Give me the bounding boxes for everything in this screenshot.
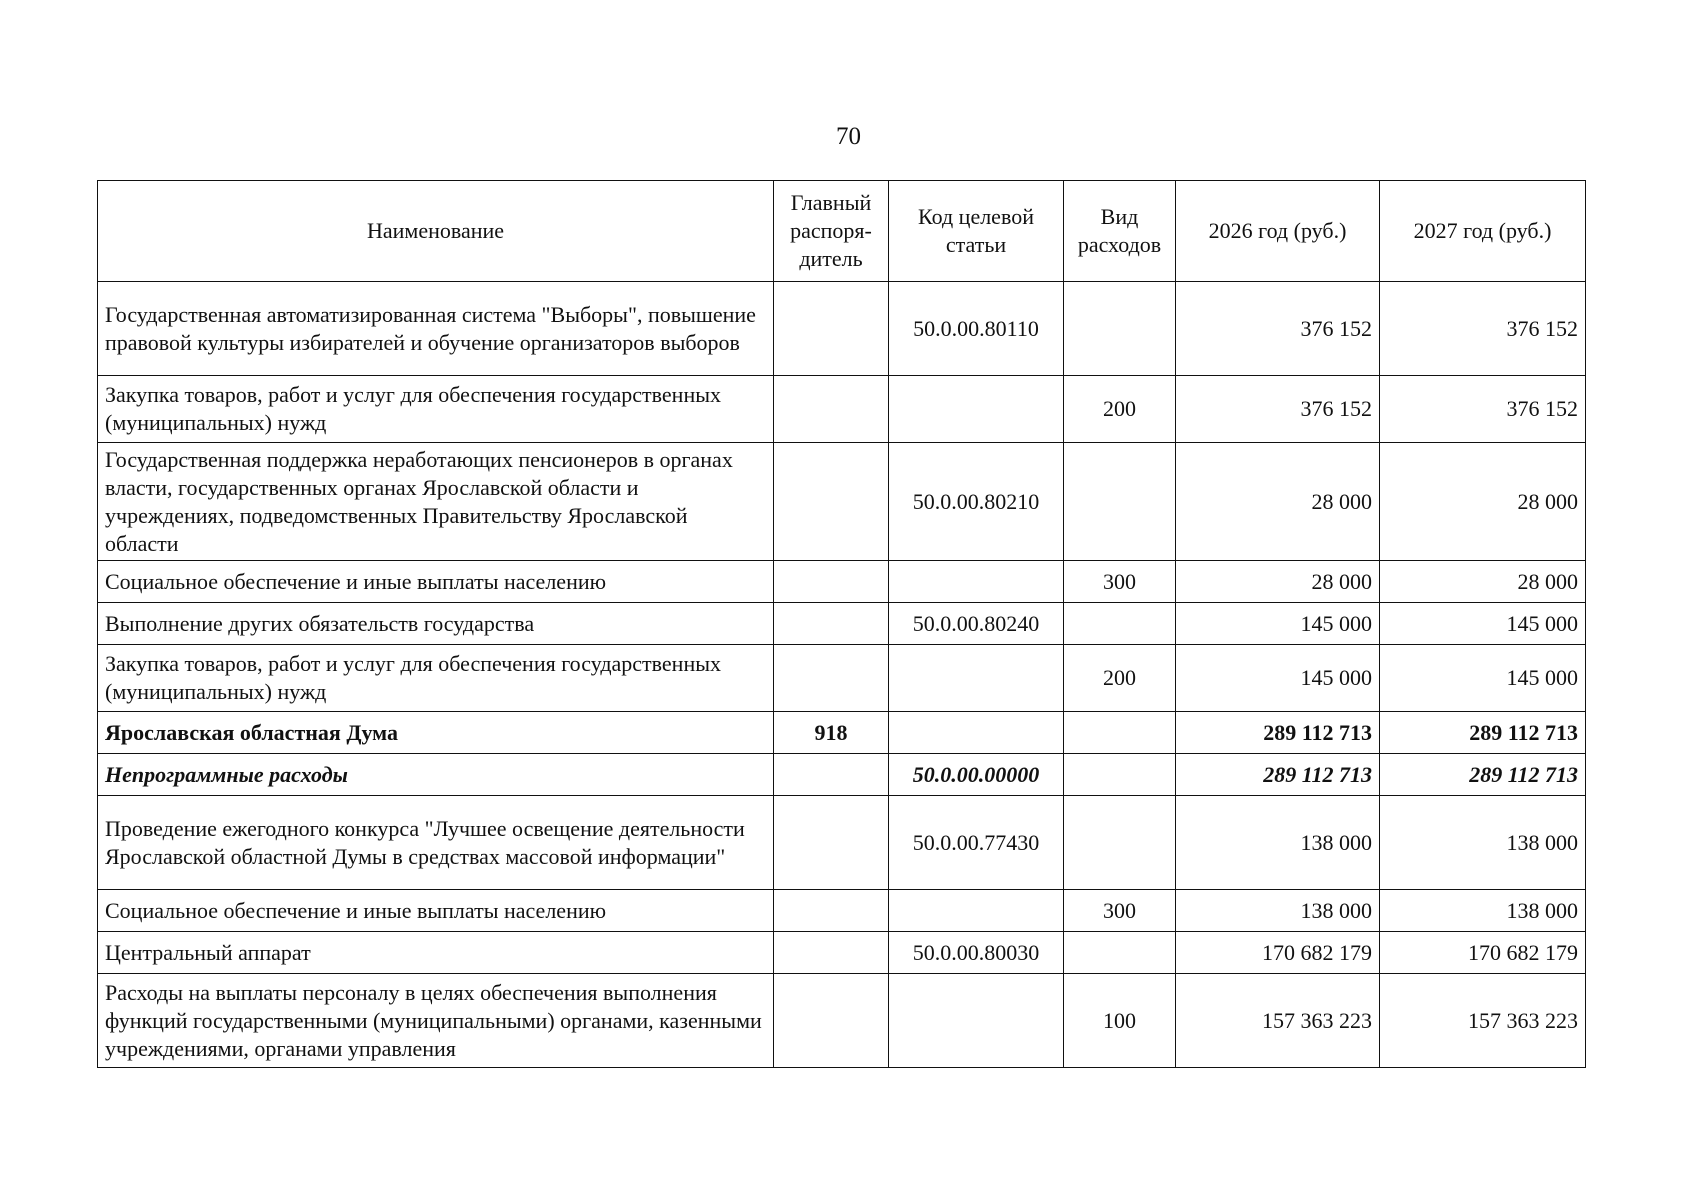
cell-year-2026: 138 000: [1176, 890, 1380, 932]
cell-target-code: 50.0.00.80110: [889, 282, 1064, 376]
cell-name: Государственная автоматизированная система "Выборы", повышение правовой культуры избирателей и обучение организаторов выборов: [98, 282, 774, 376]
table-row: [98, 712, 1586, 754]
table-row: [98, 932, 1586, 974]
cell-name: Расходы на выплаты персоналу в целях обеспечения выполнения функций государственными (муниципальными) органами, казенными учреждениями, органами управления: [98, 974, 774, 1068]
header-expense-type: Вид расходов: [1064, 181, 1176, 282]
cell-expense-type: [1064, 754, 1176, 796]
header-year-2026: 2026 год (руб.): [1176, 181, 1380, 282]
table-body: [98, 282, 1586, 1068]
cell-expense-type: 300: [1064, 561, 1176, 603]
table-row: [98, 796, 1586, 890]
cell-name: Социальное обеспечение и иные выплаты населению: [98, 890, 774, 932]
cell-target-code: 50.0.00.77430: [889, 796, 1064, 890]
cell-name: Ярославская областная Дума: [98, 712, 774, 754]
cell-year-2026: 28 000: [1176, 561, 1380, 603]
cell-target-code: [889, 645, 1064, 712]
cell-year-2027: 28 000: [1380, 443, 1586, 561]
cell-expense-type: [1064, 603, 1176, 645]
page-number: 70: [836, 123, 861, 150]
cell-year-2026: 138 000: [1176, 796, 1380, 890]
cell-target-code: [889, 890, 1064, 932]
cell-year-2027: 157 363 223: [1380, 974, 1586, 1068]
cell-name: Закупка товаров, работ и услуг для обеспечения государственных (муниципальных) нужд: [98, 645, 774, 712]
cell-year-2027: 170 682 179: [1380, 932, 1586, 974]
cell-expense-type: 200: [1064, 376, 1176, 443]
cell-expense-type: [1064, 282, 1176, 376]
cell-main-manager: [774, 932, 889, 974]
cell-expense-type: [1064, 932, 1176, 974]
cell-year-2027: 145 000: [1380, 603, 1586, 645]
cell-year-2027: 376 152: [1380, 282, 1586, 376]
table-row: [98, 443, 1586, 561]
cell-name: Закупка товаров, работ и услуг для обеспечения государственных (муниципальных) нужд: [98, 376, 774, 443]
cell-name: Проведение ежегодного конкурса "Лучшее освещение деятельности Ярославской областной Думы в средствах массовой информации": [98, 796, 774, 890]
cell-year-2026: 145 000: [1176, 645, 1380, 712]
header-year-2027: 2027 год (руб.): [1380, 181, 1586, 282]
cell-expense-type: [1064, 796, 1176, 890]
cell-expense-type: 100: [1064, 974, 1176, 1068]
cell-main-manager: [774, 796, 889, 890]
cell-expense-type: [1064, 712, 1176, 754]
cell-expense-type: [1064, 443, 1176, 561]
cell-target-code: 50.0.00.00000: [889, 754, 1064, 796]
cell-year-2027: 138 000: [1380, 796, 1586, 890]
cell-year-2026: 289 112 713: [1176, 712, 1380, 754]
table-header-row: [98, 181, 1586, 282]
cell-target-code: 50.0.00.80210: [889, 443, 1064, 561]
table-row: [98, 376, 1586, 443]
cell-main-manager: [774, 645, 889, 712]
cell-main-manager: [774, 561, 889, 603]
budget-table: [97, 180, 1586, 1068]
table-row: [98, 561, 1586, 603]
cell-target-code: [889, 712, 1064, 754]
cell-year-2026: 376 152: [1176, 282, 1380, 376]
cell-name: Социальное обеспечение и иные выплаты населению: [98, 561, 774, 603]
cell-main-manager: [774, 376, 889, 443]
table-row: [98, 645, 1586, 712]
cell-year-2026: 170 682 179: [1176, 932, 1380, 974]
cell-year-2027: 289 112 713: [1380, 754, 1586, 796]
cell-year-2027: 145 000: [1380, 645, 1586, 712]
cell-main-manager: [774, 974, 889, 1068]
cell-main-manager: [774, 754, 889, 796]
table-row: [98, 754, 1586, 796]
cell-year-2027: 28 000: [1380, 561, 1586, 603]
table-row: [98, 974, 1586, 1068]
cell-target-code: [889, 974, 1064, 1068]
cell-main-manager: [774, 443, 889, 561]
cell-expense-type: 300: [1064, 890, 1176, 932]
cell-main-manager: [774, 282, 889, 376]
cell-year-2026: 28 000: [1176, 443, 1380, 561]
cell-year-2026: 157 363 223: [1176, 974, 1380, 1068]
cell-main-manager: 918: [774, 712, 889, 754]
cell-target-code: [889, 376, 1064, 443]
cell-year-2027: 376 152: [1380, 376, 1586, 443]
cell-year-2026: 145 000: [1176, 603, 1380, 645]
table-row: [98, 603, 1586, 645]
cell-year-2026: 289 112 713: [1176, 754, 1380, 796]
cell-name: Центральный аппарат: [98, 932, 774, 974]
cell-main-manager: [774, 890, 889, 932]
cell-year-2026: 376 152: [1176, 376, 1380, 443]
cell-year-2027: 289 112 713: [1380, 712, 1586, 754]
cell-main-manager: [774, 603, 889, 645]
cell-name: Выполнение других обязательств государства: [98, 603, 774, 645]
header-main-manager: Главный распоря-дитель: [774, 181, 889, 282]
cell-target-code: 50.0.00.80240: [889, 603, 1064, 645]
cell-target-code: 50.0.00.80030: [889, 932, 1064, 974]
cell-name: Непрограммные расходы: [98, 754, 774, 796]
header-target-code: Код целевой статьи: [889, 181, 1064, 282]
header-name: Наименование: [98, 181, 774, 282]
table-row: [98, 890, 1586, 932]
cell-name: Государственная поддержка неработающих пенсионеров в органах власти, государственных органах Ярославской области и учреждениях, подведомственных Правительству Ярославской области: [98, 443, 774, 561]
table-row: [98, 282, 1586, 376]
cell-year-2027: 138 000: [1380, 890, 1586, 932]
cell-target-code: [889, 561, 1064, 603]
cell-expense-type: 200: [1064, 645, 1176, 712]
